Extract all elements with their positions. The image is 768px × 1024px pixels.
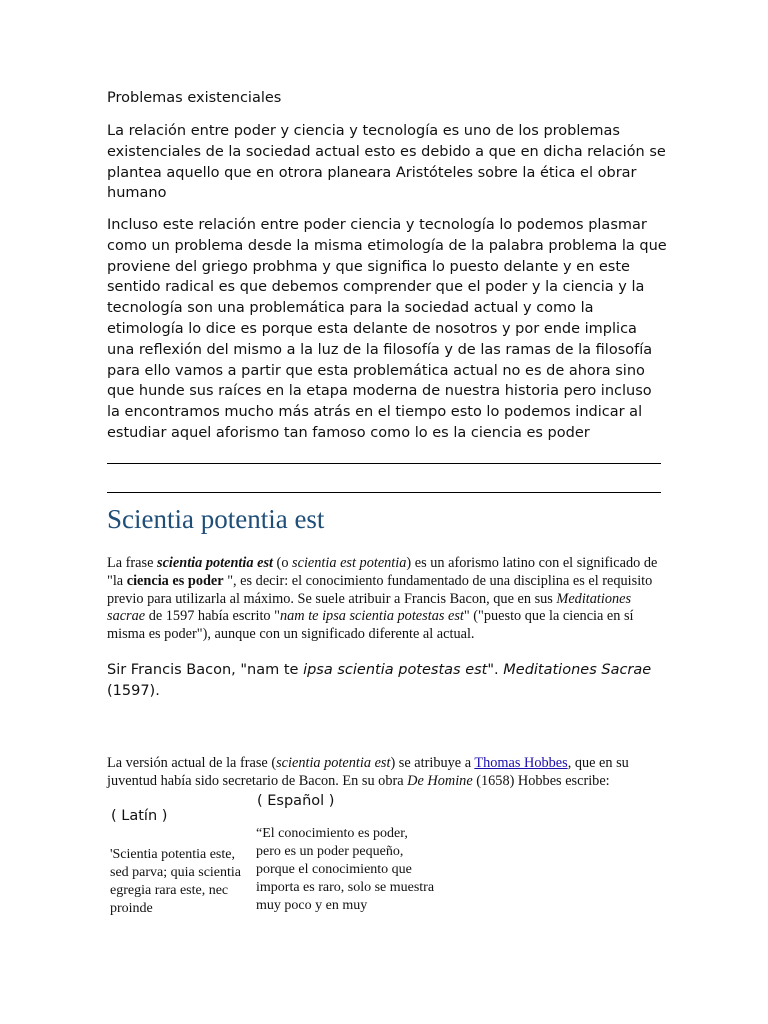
- emphasis-text: scientia potentia est: [276, 755, 391, 771]
- emphasis-text: scientia potentia est: [157, 555, 273, 571]
- text-run: " ("puesto que la ciencia en sí misma es poder"), aunque con un significado diferente al actual.: [107, 608, 634, 643]
- latin-column-header: ( Latín ): [111, 808, 168, 824]
- text-run: La frase: [107, 555, 158, 571]
- spanish-column-header: ( Español ): [257, 793, 335, 809]
- text-run: ".: [487, 662, 504, 678]
- emphasis-text: Meditationes sacrae: [107, 590, 632, 625]
- paragraph-1: La relación entre poder y ciencia y tecnología es uno de los problemas existenciales de la sociedad actual esto es debido a que en dicha relación se plantea aquello que en otrora planeara Aristóteles sobre la ética el obrar humano: [107, 123, 666, 202]
- spanish-quote-text: “El conocimiento es poder, pero es un poder pequeño, porque el conocimiento que importa es raro, solo se muestra muy poco y en muy: [256, 826, 435, 913]
- text-run: La versión actual de la frase (: [107, 755, 277, 771]
- text-run: de 1597 había escrito ": [145, 608, 280, 625]
- bacon-quote: [107, 660, 667, 702]
- text-run: ) es un aforismo latino con el significado de "la: [107, 555, 658, 589]
- thomas-hobbes-link[interactable]: Thomas Hobbes: [474, 755, 568, 771]
- text-run: ) se atribuye a: [390, 755, 475, 771]
- paragraph-4: [107, 755, 667, 791]
- emphasis-text: De Homine: [407, 772, 473, 789]
- emphasis-text: scientia est potentia: [292, 555, 407, 571]
- article-heading: Scientia potentia est: [107, 504, 325, 534]
- section-title: Problemas existenciales: [107, 90, 282, 106]
- bold-text: ciencia es poder: [126, 572, 224, 589]
- emphasis-text: nam te ipsa scientia potestas est: [280, 608, 464, 625]
- text-run: Sir Francis Bacon, "nam te: [107, 662, 304, 678]
- paragraph-2: Incluso este relación entre poder ciencia y tecnología lo podemos plasmar como un problema desde la misma etimología de la palabra problema la que proviene del griego probhma y que significa lo puesto delante y en este sentido radical es que debemos comprender que el poder y la ciencia y la tecnología son una problemática para la sociedad actual y como la etimología lo dice es porque esta delante de nosotros y por ende implica una reflexión del mismo a la luz de la filosofía y de las ramas de la filosofía para ello vamos a partir que esta problemática actual no es de ahora sino que hunde sus raíces en la etapa moderna de nuestra historia pero incluso la encontramos mucho más atrás en el tiempo esto lo podemos indicar al estudiar aquel aforismo tan famoso como lo es la ciencia es poder: [107, 217, 667, 441]
- text-run: (o: [272, 555, 293, 571]
- text-run: ", es decir: el conocimiento fundamentado de una disciplina es el requisito previo para utilizarla al máximo. Se suele atribuir a Francis Bacon, que en sus: [107, 572, 653, 607]
- emphasis-text: ipsa scientia potestas est: [303, 662, 488, 678]
- text-run: (1597).: [107, 683, 160, 699]
- horizontal-rule: [107, 463, 661, 464]
- emphasis-text: Meditationes Sacrae: [503, 662, 652, 678]
- latin-quote-text: 'Scientia potentia este, sed parva; quia scientia egregia rara este, nec proinde: [110, 847, 242, 916]
- paragraph-3: [107, 555, 663, 644]
- text-run: , que en su juventud había sido secretario de Bacon. En su obra: [107, 755, 629, 789]
- horizontal-rule: [107, 492, 661, 493]
- text-run: (1658) Hobbes escribe:: [472, 772, 610, 789]
